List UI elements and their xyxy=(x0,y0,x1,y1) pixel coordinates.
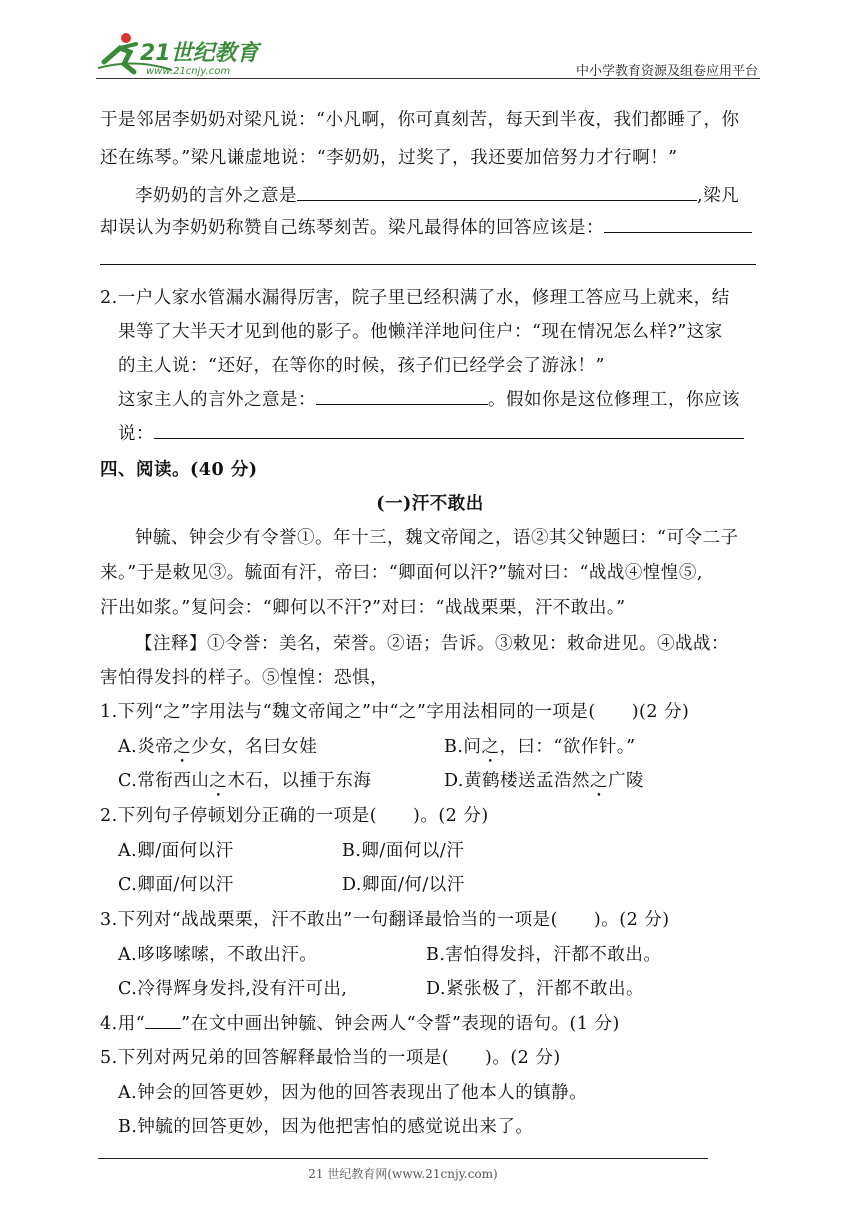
header-divider xyxy=(96,78,760,79)
question-stem: 3.下列对“战战栗栗，汗不敢出”一句翻译最恰当的一项是( )。(2 分) xyxy=(100,910,670,930)
answer-blank[interactable] xyxy=(604,214,752,233)
text-segment: ,梁凡 xyxy=(697,186,740,206)
option-text: 广陵 xyxy=(607,771,644,791)
answer-line[interactable] xyxy=(100,264,756,265)
question-stem: 1.下列“之”字用法与“魏文帝闻之”中“之”字用法相同的一项是( )(2 分) xyxy=(100,702,690,722)
page-header xyxy=(0,0,860,82)
option-text: 木石，以揰于东海 xyxy=(227,771,372,791)
text-segment: 说： xyxy=(118,424,154,444)
option-b[interactable]: B.卿/面何以/汗 xyxy=(342,841,465,861)
option-c[interactable] xyxy=(118,767,371,801)
text-segment: 。假如你是这位修理工，你应该 xyxy=(488,390,740,410)
answer-blank[interactable] xyxy=(154,420,744,439)
note-line: 【注释】①令誉：美名，荣誉。②语；告诉。③敕见：敕命进见。④战战： xyxy=(135,634,729,654)
logo-text: 21世纪教育 xyxy=(140,41,259,66)
text-line: 还在练琴。”梁凡谦虚地说：“李奶奶，过奖了，我还要加倍努力才行啊！” xyxy=(100,148,678,168)
page-footer: 21 世纪教育网(www.21cnjy.com) xyxy=(308,1167,498,1181)
question-stem xyxy=(100,1010,620,1035)
text-line xyxy=(118,420,744,445)
underline-mark xyxy=(145,1014,181,1029)
option-d[interactable]: D.卿面/何/以汗 xyxy=(342,875,465,895)
option-text: C.常衔西山 xyxy=(118,771,210,791)
text-segment: 却误认为李奶奶称赞自己练琴刻苦。梁凡最得体的回答应该是： xyxy=(100,218,604,238)
text-segment: ”在文中画出钟毓、钟会两人“令誓”表现的语句。(1 分) xyxy=(181,1014,620,1034)
option-b[interactable]: B.钟毓的回答更妙，因为他把害怕的感觉说出来了。 xyxy=(118,1117,534,1137)
text-segment: 4.用“ xyxy=(100,1014,146,1034)
logo xyxy=(96,28,266,78)
text-line: 于是邻居李奶奶对梁凡说：“小凡啊，你可真刻苦，每天到半夜，我们都睡了，你 xyxy=(100,110,740,130)
passage-line: 钟毓、钟会少有令誉①。年十三，魏文帝闻之，语②其父钟题曰：“可令二子 xyxy=(135,528,739,548)
answer-blank[interactable] xyxy=(316,386,488,405)
section-heading: 四、阅读。(40 分) xyxy=(100,460,258,480)
question-stem: 2.下列句子停顿划分正确的一项是( )。(2 分) xyxy=(100,806,489,826)
option-b[interactable]: B.害怕得发抖，汗都不敢出。 xyxy=(426,945,662,965)
option-c[interactable]: C.卿面/何以汗 xyxy=(118,875,234,895)
text-line: 果等了大半天才见到他的影子。他懒洋洋地问住户：“现在情况怎么样?”这家 xyxy=(118,322,723,342)
option-text: ，曰：“欲作针。” xyxy=(499,737,636,757)
dotted-char: 之 xyxy=(173,737,192,757)
platform-name: 中小学教育资源及组卷应用平台 xyxy=(575,64,758,79)
option-a[interactable]: A.钟会的回答更妙，因为他的回答表现出了他本人的镇静。 xyxy=(118,1083,588,1103)
text-line: 2.一户人家水管漏水漏得厉害，院子里已经积满了水，修理工答应马上就来，结 xyxy=(100,288,730,308)
option-a[interactable]: A.哆哆嗦嗦，不敢出汗。 xyxy=(118,945,318,965)
footer-divider xyxy=(98,1158,708,1159)
text-line: 的主人说：“还好，在等你的时候，孩子们已经学会了游泳！” xyxy=(118,356,605,376)
note-line: 害怕得发抖的样子。⑤惶惶：恐惧， xyxy=(100,668,388,688)
dotted-char: 之 xyxy=(481,737,500,757)
answer-blank[interactable] xyxy=(297,182,697,201)
option-b[interactable] xyxy=(444,733,636,767)
option-text: B.问 xyxy=(444,737,482,757)
text-line xyxy=(118,386,740,411)
passage-title: (一)汗不敢出 xyxy=(376,494,484,514)
option-c[interactable]: C.冷得辉身发抖,没有汗可出, xyxy=(118,979,348,999)
dotted-char: 之 xyxy=(209,771,228,791)
text-segment: 这家主人的言外之意是： xyxy=(118,390,316,410)
option-text: A.炎帝 xyxy=(118,737,174,757)
option-text: 少女，名曰女娃 xyxy=(191,737,318,757)
logo-url: www.21cnjy.com xyxy=(146,66,231,77)
text-segment: 李奶奶的言外之意是 xyxy=(135,186,297,206)
option-a[interactable] xyxy=(118,733,317,767)
option-text: D.黄鹤楼送孟浩然 xyxy=(444,771,590,791)
question-stem: 5.下列对两兄弟的回答解释最恰当的一项是( )。(2 分) xyxy=(100,1048,561,1068)
passage-line: 来。”于是敕见③。毓面有汗，帝曰：“卿面何以汗?”毓对曰：“战战④惶惶⑤, xyxy=(100,563,703,583)
option-a[interactable]: A.卿/面何以汗 xyxy=(118,841,234,861)
option-d[interactable]: D.紧张极了，汗都不敢出。 xyxy=(426,979,644,999)
dotted-char: 之 xyxy=(589,771,608,791)
text-line xyxy=(135,182,739,207)
text-line xyxy=(100,214,752,239)
passage-line: 汗出如浆。”复问会：“卿何以不汗?”对曰：“战战栗栗，汗不敢出。” xyxy=(100,598,626,618)
option-d[interactable] xyxy=(444,767,644,801)
